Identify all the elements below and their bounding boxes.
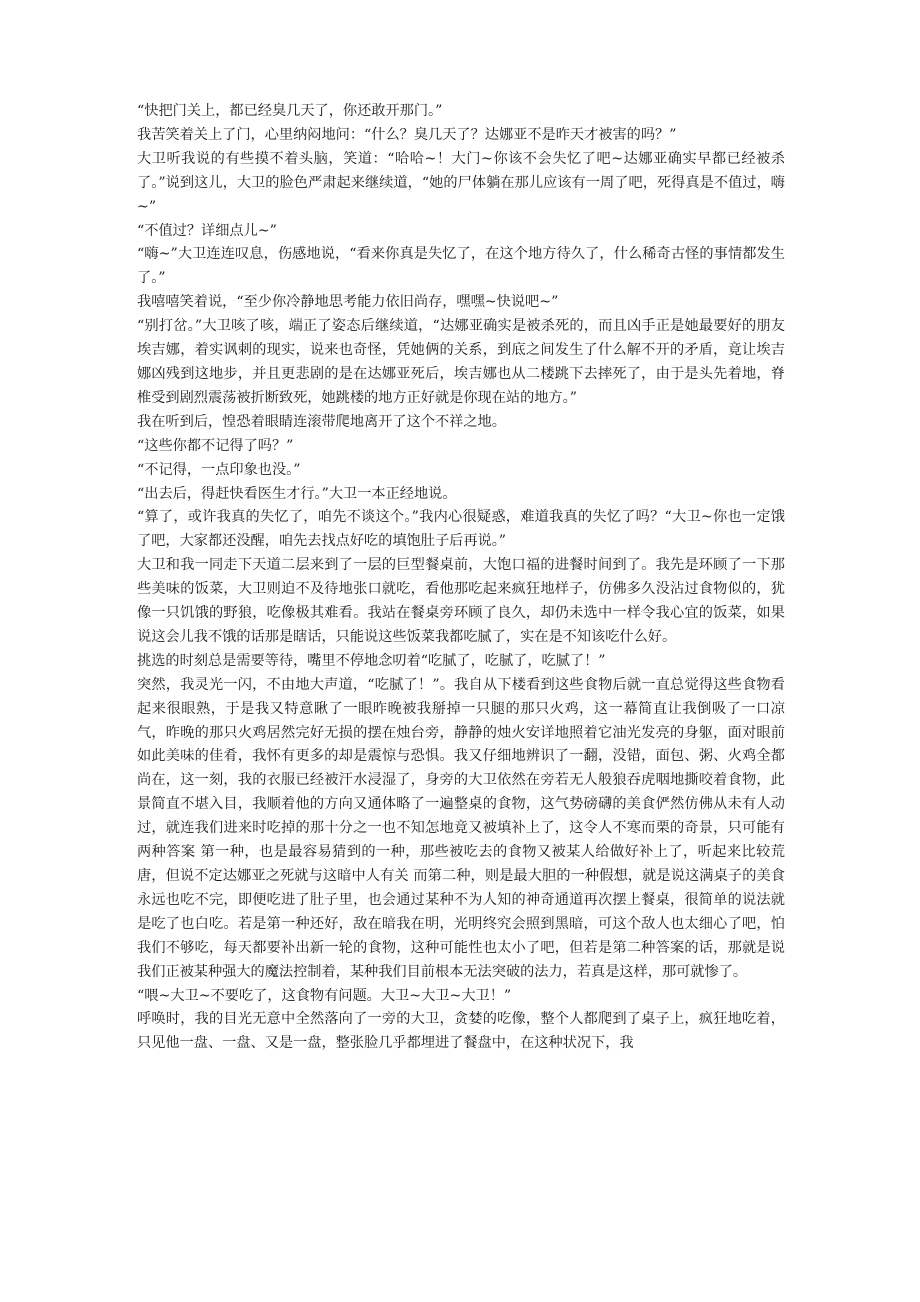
paragraph-7: “别打岔。”大卫咳了咳，端正了姿态后继续道，“达娜亚确实是被杀死的，而且凶手正是她最要好的朋友埃吉娜，着实讽刺的现实，说来也奇怪，凭她俩的关系，到底之间发生了什么解不开的矛盾，竟让埃吉娜凶残到这地步，并且更悲剧的是在达娜亚死后，埃吉娜也从二楼跳下去摔死了，由于是头先着地，脊椎受到剧烈震荡被折断致死，她跳楼的地方正好就是你现在站的地方。”	[137, 318, 785, 406]
document-body	[137, 100, 785, 1056]
paragraph-4: “不值过？详细点儿~”	[137, 222, 277, 239]
paragraph-6: 我嘻嘻笑着说，“至少你冷静地思考能力依旧尚存，嘿嘿~快说吧~”	[137, 294, 559, 311]
paragraph-11: “出去后，得赶快看医生才行。”大卫一本正经地说。	[137, 485, 457, 502]
paragraph-16: “喂~大卫~不要吃了，这食物有问题。大卫~大卫~大卫！”	[137, 987, 512, 1004]
paragraph-3: 大卫听我说的有些摸不着头脑，笑道：“哈哈~！大门~你该不会失忆了吧~达娜亚确实早都已经被杀了。”说到这儿，大卫的脸色严肃起来继续道，“她的尸体躺在那儿应该有一周了吧，死得真是不值过，嗨~”	[137, 150, 785, 215]
paragraph-1: “快把门关上，都已经臭几天了，你还敢开那门。”	[137, 103, 443, 119]
paragraph-12: “算了，或许我真的失忆了，咱先不谈这个。”我内心很疑惑，难道我真的失忆了吗？“大卫~你也一定饿了吧，大家都还没醒，咱先去找点好吃的填饱肚子后再说。”	[137, 509, 785, 550]
paragraph-17: 呼唤时，我的目光无意中全然落向了一旁的大卫，贪婪的吃像，整个人都爬到了桌子上，疯狂地吃着，只见他一盘、一盘、又是一盘，整张脸几乎都埋进了餐盘中，在这种状况下，我	[137, 1011, 785, 1052]
paragraph-8: 我在听到后，惶恐着眼睛连滚带爬地离开了这个不祥之地。	[137, 413, 506, 430]
paragraph-10: “不记得，一点印象也没。”	[137, 461, 301, 478]
paragraph-15: 突然，我灵光一闪，不由地大声道，“吃腻了！”。我自从下楼看到这些食物后就一直总觉得这些食物看起来很眼熟，于是我又特意瞅了一眼昨晚被我掰掉一只腿的那只火鸡，这一幕简直让我倒吸了一口凉气，昨晚的那只火鸡居然完好无损的摆在烛台旁，静静的烛火安详地照着它油光发亮的身躯，面对眼前如此美味的佳肴，我怀有更多的却是震惊与恐惧。我又仔细地辨识了一翻，没错，面包、粥、火鸡全都尚在，这一刻，我的衣服已经被汗水浸湿了，身旁的大卫依然在旁若无人般狼吞虎咽地撕咬着食物，此景简直不堪入目，我顺着他的方向又通体略了一遍整桌的食物，这气势磅礴的美食俨然仿佛从未有人动过，就连我们进来时吃掉的那十分之一也不知怎地竟又被填补上了，这令人不寒而栗的奇景，只可能有两种答案 第一种，也是最容易猜到的一种，那些被吃去的食物又被某人给做好补上了，听起来比较荒唐，但说不定达娜亚之死就与这暗中人有关 而第二种，则是最大胆的一种假想，就是说这满桌子的美食永远也吃不完，即便吃进了肚子里，也会通过某种不为人知的神奇通道再次摆上餐桌，很简单的说法就是吃了也白吃。若是第一种还好，敌在暗我在明，光明终究会照到黑暗，可这个敌人也太细心了吧，怕我们不够吃，每天都要补出新一轮的食物，这种可能性也太小了吧，但若是第二种答案的话，那就是说我们正被某种强大的魔法控制着，某种我们目前根本无法突破的法力，若真是这样，那可就惨了。	[137, 676, 785, 980]
paragraph-2: 我苦笑着关上了门，心里纳闷地问：“什么？臭几天了？达娜亚不是昨天才被害的吗？”	[137, 126, 677, 143]
paragraph-9: “这些你都不记得了吗？”	[137, 437, 294, 454]
paragraph-5: “嗨~”大卫连连叹息，伤感地说，“看来你真是失忆了，在这个地方待久了，什么稀奇古怪的事情都发生了。”	[137, 246, 785, 287]
paragraph-13: 大卫和我一同走下天道二层来到了一层的巨型餐桌前，大饱口福的进餐时间到了。我先是环顾了一下那些美味的饭菜，大卫则迫不及待地张口就吃，看他那吃起来疯狂地样子，仿佛多久没沾过食物似的，犹像一只饥饿的野狼，吃像极其难看。我站在餐桌旁环顾了良久，却仍未选中一样令我心宜的饭菜，如果说这会儿我不饿的话那是瞎话，只能说这些饭菜我都吃腻了，实在是不知该吃什么好。	[137, 557, 785, 645]
paragraph-14: 挑选的时刻总是需要等待，嘴里不停地念叨着“吃腻了，吃腻了，吃腻了！”	[137, 652, 606, 669]
